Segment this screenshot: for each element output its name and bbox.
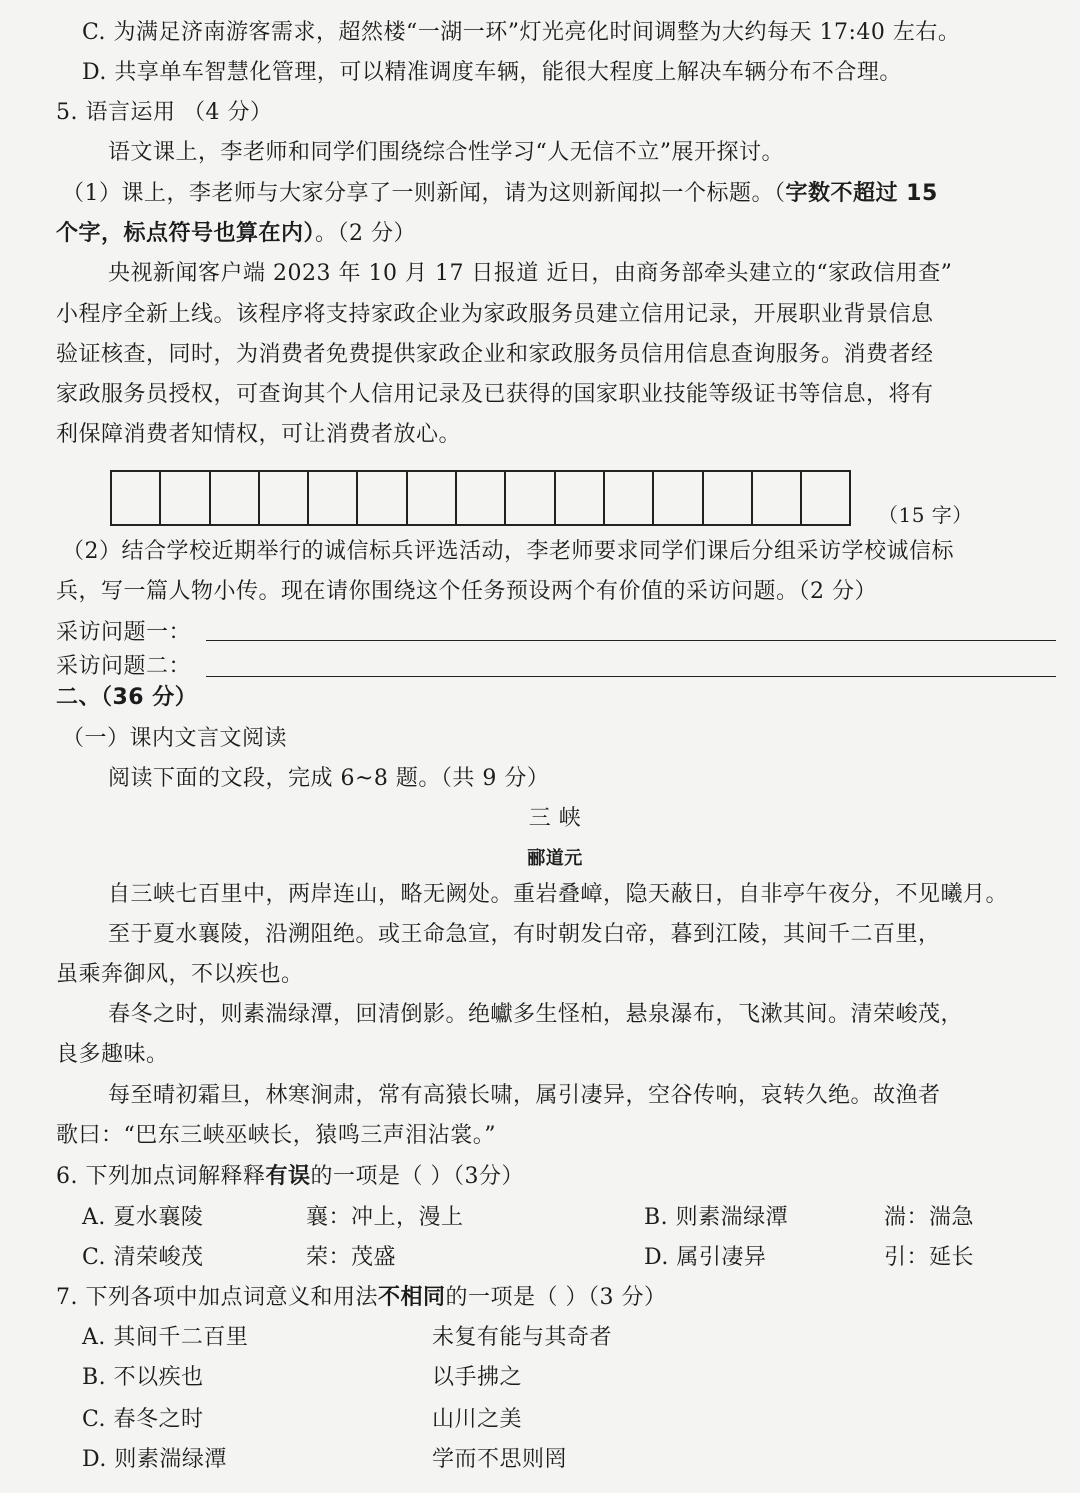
question-5-heading: 5. 语言运用 （4 分）	[56, 100, 273, 125]
news-paragraph-line3: 验证核查，同时，为消费者免费提供家政企业和家政服务员信用信息查询服务。消费者经	[56, 342, 934, 367]
subquestion-1-line1	[62, 179, 938, 209]
answer-box[interactable]	[260, 472, 309, 524]
passage-paragraph-3-line1: 春冬之时，则素湍绿潭，回清倒影。绝巘多生怪柏，悬泉瀑布，飞漱其间。清荣峻茂，	[108, 1002, 964, 1027]
answer-box[interactable]	[358, 472, 407, 524]
interview-question-2-line[interactable]	[206, 676, 1056, 677]
option-c-text: C. 为满足济南游客需求，超然楼“一湖一环”灯光亮化时间调整为大约每天 17:40 左右。	[82, 20, 961, 45]
news-paragraph-line4: 家政服务员授权，可查询其个人信用记录及已获得的国家职业技能等级证书等信息，将有	[56, 382, 934, 407]
answer-box[interactable]	[506, 472, 555, 524]
passage-paragraph-2-line1: 至于夏水襄陵，沿溯阻绝。或王命急宣，有时朝发白帝，暮到江陵，其间千二百里，	[108, 922, 941, 947]
passage-paragraph-3-line2: 良多趣味。	[56, 1042, 169, 1067]
question-6-text: 6. 下列加点词解释释	[56, 1164, 266, 1189]
answer-box[interactable]	[112, 472, 161, 524]
subsection-1-heading: （一）课内文言文阅读	[62, 726, 288, 751]
subquestion-2-line2: 兵，写一篇人物小传。现在请你围绕这个任务预设两个有价值的采访问题。（2 分）	[56, 579, 877, 604]
q6-option-d[interactable]: D. 属引凄异	[644, 1245, 767, 1270]
passage-author: 郦道元	[527, 848, 583, 869]
q7-option-c-compare: 山川之美	[432, 1407, 523, 1432]
subquestion-1-score: 。（2 分）	[315, 221, 417, 246]
title-answer-boxes[interactable]	[110, 470, 851, 526]
q7-option-b[interactable]: B. 不以疾也	[82, 1365, 204, 1390]
section-2-heading: 二、（36 分）	[56, 685, 198, 710]
interview-question-2-label: 采访问题二：	[56, 654, 192, 679]
q7-option-b-compare: 以手拂之	[432, 1365, 523, 1390]
news-paragraph-line5: 利保障消费者知情权，可让消费者放心。	[56, 422, 462, 447]
q7-option-d[interactable]: D. 则素湍绿潭	[82, 1447, 227, 1472]
passage-paragraph-2-line2: 虽乘奔御风，不以疾也。	[56, 962, 304, 987]
answer-box[interactable]	[556, 472, 605, 524]
question-7-text: 7. 下列各项中加点词意义和用法	[56, 1285, 378, 1310]
interview-question-1-line[interactable]	[206, 640, 1056, 641]
answer-box[interactable]	[802, 472, 849, 524]
q6-option-a[interactable]: A. 夏水襄陵	[82, 1205, 204, 1230]
answer-box[interactable]	[654, 472, 703, 524]
news-paragraph-line2: 小程序全新上线。该程序将支持家政企业为家政服务员建立信用记录，开展职业背景信息	[56, 302, 934, 327]
answer-box[interactable]	[408, 472, 457, 524]
q6-option-a-gloss: 襄：冲上，漫上	[306, 1205, 464, 1230]
q6-option-b[interactable]: B. 则素湍绿潭	[644, 1205, 789, 1230]
word-limit-note: 字数不超过 15	[785, 181, 938, 206]
reading-instruction: 阅读下面的文段，完成 6~8 题。（共 9 分）	[108, 766, 550, 791]
question-7-keyword: 不相同	[377, 1285, 446, 1310]
q7-option-a[interactable]: A. 其间千二百里	[82, 1325, 249, 1350]
interview-question-1-label: 采访问题一：	[56, 620, 192, 645]
question-6-stem	[56, 1162, 524, 1192]
question-7-tail: 的一项是（ ）（3 分）	[445, 1285, 667, 1310]
news-paragraph-line1: 央视新闻客户端 2023 年 10 月 17 日报道 近日，由商务部牵头建立的“家政信用查”	[108, 261, 953, 286]
q6-option-d-gloss: 引：延长	[884, 1245, 975, 1270]
subquestion-2-line1: （2）结合学校近期举行的诚信标兵评选活动，李老师要求同学们课后分组采访学校诚信标	[62, 539, 955, 564]
q7-option-c[interactable]: C. 春冬之时	[82, 1407, 204, 1432]
passage-paragraph-1: 自三峡七百里中，两岸连山，略无阙处。重岩叠嶂，隐天蔽日，自非亭午夜分，不见曦月。	[108, 882, 1009, 907]
answer-box[interactable]	[309, 472, 358, 524]
answer-box[interactable]	[704, 472, 753, 524]
question-6-keyword: 有误	[265, 1164, 311, 1189]
subquestion-1-line2	[56, 219, 416, 249]
q6-option-b-gloss: 湍：湍急	[884, 1205, 975, 1230]
q7-option-a-compare: 未复有能与其奇者	[432, 1325, 613, 1350]
punctuation-note: 个字，标点符号也算在内）	[56, 221, 316, 246]
passage-paragraph-4-line2: 歌曰：“巴东三峡巫峡长，猿鸣三声泪沾裳。”	[56, 1123, 496, 1148]
answer-box[interactable]	[211, 472, 260, 524]
question-6-tail: 的一项是（ ）（3分）	[310, 1164, 524, 1189]
subquestion-1-text: （1）课上，李老师与大家分享了一则新闻，请为这则新闻拟一个标题。（	[62, 181, 786, 206]
answer-box[interactable]	[161, 472, 210, 524]
q7-option-d-compare: 学而不思则罔	[432, 1447, 568, 1472]
q6-option-c[interactable]: C. 清荣峻茂	[82, 1245, 204, 1270]
q6-option-c-gloss: 荣：茂盛	[306, 1245, 397, 1270]
answer-box[interactable]	[753, 472, 802, 524]
answer-box[interactable]	[605, 472, 654, 524]
option-d-text: D. 共享单车智慧化管理，可以精准调度车辆，能很大程度上解决车辆分布不合理。	[82, 60, 902, 85]
answer-box[interactable]	[457, 472, 506, 524]
question-5-intro: 语文课上，李老师和同学们围绕综合性学习“人无信不立”展开探讨。	[108, 140, 784, 165]
passage-paragraph-4-line1: 每至晴初霜旦，林寒涧肃，常有高猿长啸，属引凄异，空谷传响，哀转久绝。故渔者	[108, 1083, 941, 1108]
box-char-count: （15 字）	[878, 503, 973, 527]
question-7-stem	[56, 1283, 666, 1313]
passage-title: 三 峡	[528, 806, 582, 831]
